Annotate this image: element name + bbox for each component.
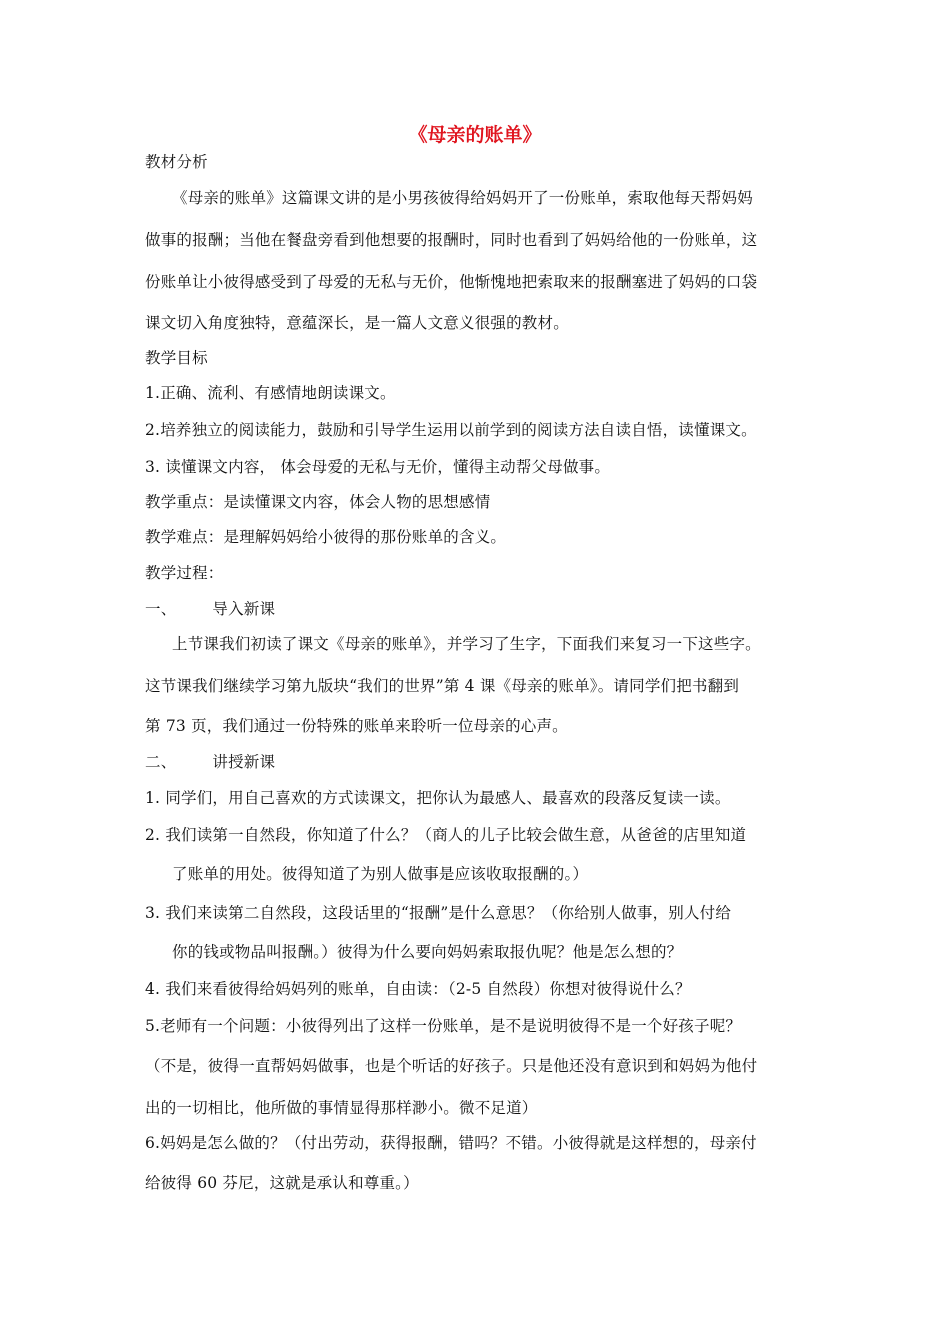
paragraph-line: 上节课我们初读了课文《母亲的账单》，并学习了生字，下面我们来复习一下这些字。 [172,635,761,653]
paragraph-line: 给彼得 60 芬尼，这就是承认和尊重。） [145,1174,419,1192]
heading-process: 教学过程： [145,564,224,582]
paragraph-line: （不是，彼得一直帮妈妈做事，也是个听话的好孩子。只是他还没有意识到和妈妈为他付 [145,1057,758,1075]
heading-goals: 教学目标 [145,349,208,367]
paragraph-line: 这节课我们继续学习第九版块“我们的世界”第 4 课《母亲的账单》。请同学们把书翻到 [145,677,740,695]
paragraph-line: 《母亲的账单》这篇课文讲的是小男孩彼得给妈妈开了一份账单，索取他每天帮妈妈 [172,189,753,207]
list-item: 1. 同学们，用自己喜欢的方式读课文，把你认为最感人、最喜欢的段落反复读一读。 [145,789,731,807]
list-item-continuation: 了账单的用处。彼得知道了为别人做事是应该收取报酬的。） [172,865,589,883]
paragraph-line: 课文切入角度独特，意蕴深长，是一篇人文意义很强的教材。 [145,314,569,332]
list-item: 4. 我们来看彼得给妈妈列的账单，自由读：（2-5 自然段）你想对彼得说什么？ [145,980,691,998]
heading-analysis: 教材分析 [145,153,208,171]
key-point: 教学重点：是读懂课文内容，体会人物的思想感情 [145,493,491,511]
section-number: 二、 [145,753,177,771]
list-item: 3. 我们来读第二自然段，这段话里的“报酬”是什么意思？（你给别人做事，别人付给 [145,904,732,922]
section-number: 一、 [145,600,177,618]
paragraph-line: 做事的报酬；当他在餐盘旁看到他想要的报酬时，同时也看到了妈妈给他的一份账单，这 [145,231,758,249]
list-item-continuation: 你的钱或物品叫报酬。）彼得为什么要向妈妈索取报仇呢？他是怎么想的？ [172,943,683,961]
section-one-heading [145,597,275,621]
paragraph-line: 出的一切相比，他所做的事情显得那样渺小。微不足道） [145,1099,538,1117]
section-label: 讲授新课 [212,753,276,771]
list-item: 2. 我们读第一自然段，你知道了什么？（商人的儿子比较会做生意，从爸爸的店里知道 [145,826,747,844]
goal-item: 3. 读懂课文内容， 体会母爱的无私与无价，懂得主动帮父母做事。 [145,458,611,476]
goal-item: 1.正确、流利、有感情地朗读课文。 [145,384,396,402]
document-title: 《母亲的账单》 [408,124,542,146]
section-two-heading [145,750,275,774]
paragraph-line: 第 73 页，我们通过一份特殊的账单来聆听一位母亲的心声。 [145,717,568,735]
difficult-point: 教学难点：是理解妈妈给小彼得的那份账单的含义。 [145,528,507,546]
section-label: 导入新课 [212,600,276,618]
paragraph-line: 份账单让小彼得感受到了母爱的无私与无价，他惭愧地把索取来的报酬塞进了妈妈的口袋 [145,273,758,291]
list-item: 6.妈妈是怎么做的？（付出劳动，获得报酬，错吗？不错。小彼得就是这样想的，母亲付 [145,1134,757,1152]
list-item: 5.老师有一个问题：小彼得列出了这样一份账单，是不是说明彼得不是一个好孩子呢？ [145,1017,742,1035]
goal-item: 2.培养独立的阅读能力，鼓励和引导学生运用以前学到的阅读方法自读自悟，读懂课文。 [145,421,757,439]
